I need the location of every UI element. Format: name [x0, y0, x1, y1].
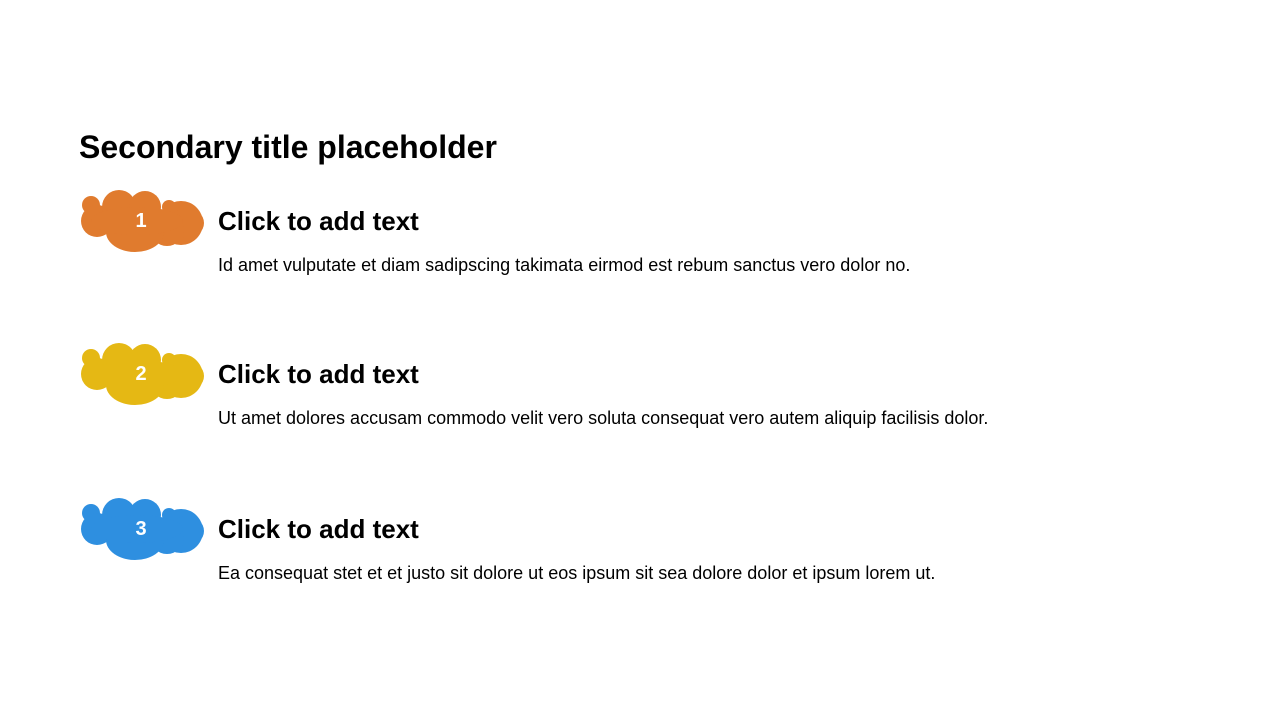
item-number: 2: [135, 363, 147, 385]
item-number: 3: [135, 518, 147, 540]
page-title: Secondary title placeholder: [79, 129, 497, 165]
list-item: [79, 497, 1179, 597]
item-number: 1: [135, 210, 147, 232]
cloud-badge: [79, 497, 205, 562]
item-body-text[interactable]: Ea consequat stet et et justo sit dolore ut eos ipsum sit sea dolore dolor et ipsum lorem ut.: [218, 563, 936, 583]
item-body-text[interactable]: Ut amet dolores accusam commodo velit vero soluta consequat vero autem aliquip facilisis dolor.: [218, 408, 989, 428]
cloud-badge: [79, 342, 205, 407]
item-heading[interactable]: Click to add text: [218, 206, 419, 236]
list-item: [79, 342, 1179, 442]
list-item: [79, 189, 1179, 289]
item-heading[interactable]: Click to add text: [218, 359, 419, 389]
item-heading[interactable]: Click to add text: [218, 514, 419, 544]
cloud-badge: [79, 189, 205, 254]
item-body-text[interactable]: Id amet vulputate et diam sadipscing takimata eirmod est rebum sanctus vero dolor no.: [218, 255, 911, 275]
